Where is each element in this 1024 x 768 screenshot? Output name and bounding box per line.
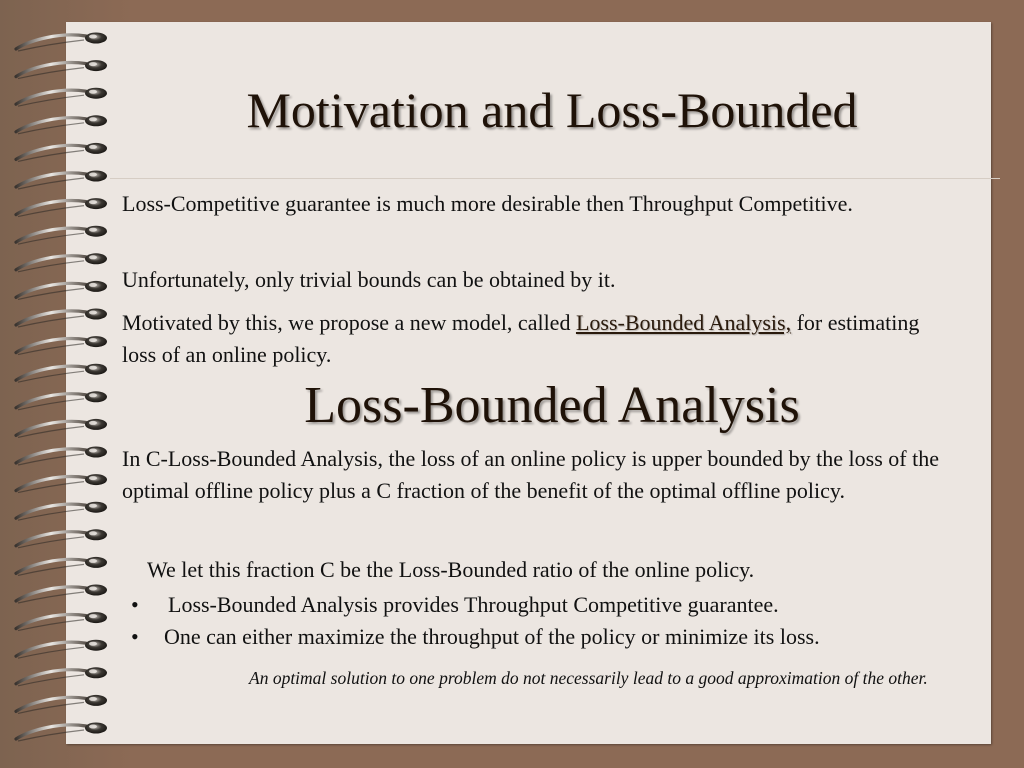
paragraph-trivial-bounds: Unfortunately, only trivial bounds can be obtained by it. [122,267,616,292]
paragraph-motivated [122,307,932,371]
paragraph-loss-competitive: Loss-Competitive guarantee is much more desirable then Throughput Competitive. [122,191,853,216]
divider [110,178,1000,179]
bullet-item-maximize: One can either maximize the throughput of the policy or minimize its loss. [164,624,820,649]
loss-bounded-term: Loss-Bounded Analysis, [575,310,792,335]
paragraph-ratio: We let this fraction C be the Loss-Bounded ratio of the online policy. [147,557,755,582]
bullet-dot: • [131,624,139,649]
paragraph-definition: In C-Loss-Bounded Analysis, the loss of an online policy is upper bounded by the loss of the optimal offline policy plus a C fraction of the benefit of the optimal offline policy. [122,446,939,503]
section-title: Loss-Bounded Analysis [304,377,800,434]
motivated-text-before: Motivated by this, we propose a new model, called [122,310,576,335]
italic-note: An optimal solution to one problem do not necessarily lead to a good approximation of the other. [249,668,928,688]
bullet-item-throughput: Loss-Bounded Analysis provides Throughput Competitive guarantee. [168,592,779,617]
slide-title: Motivation and Loss-Bounded [246,82,858,138]
motivated-text-after: for estimating loss of an online policy. [122,310,920,367]
bullet-dot: • [131,592,139,617]
